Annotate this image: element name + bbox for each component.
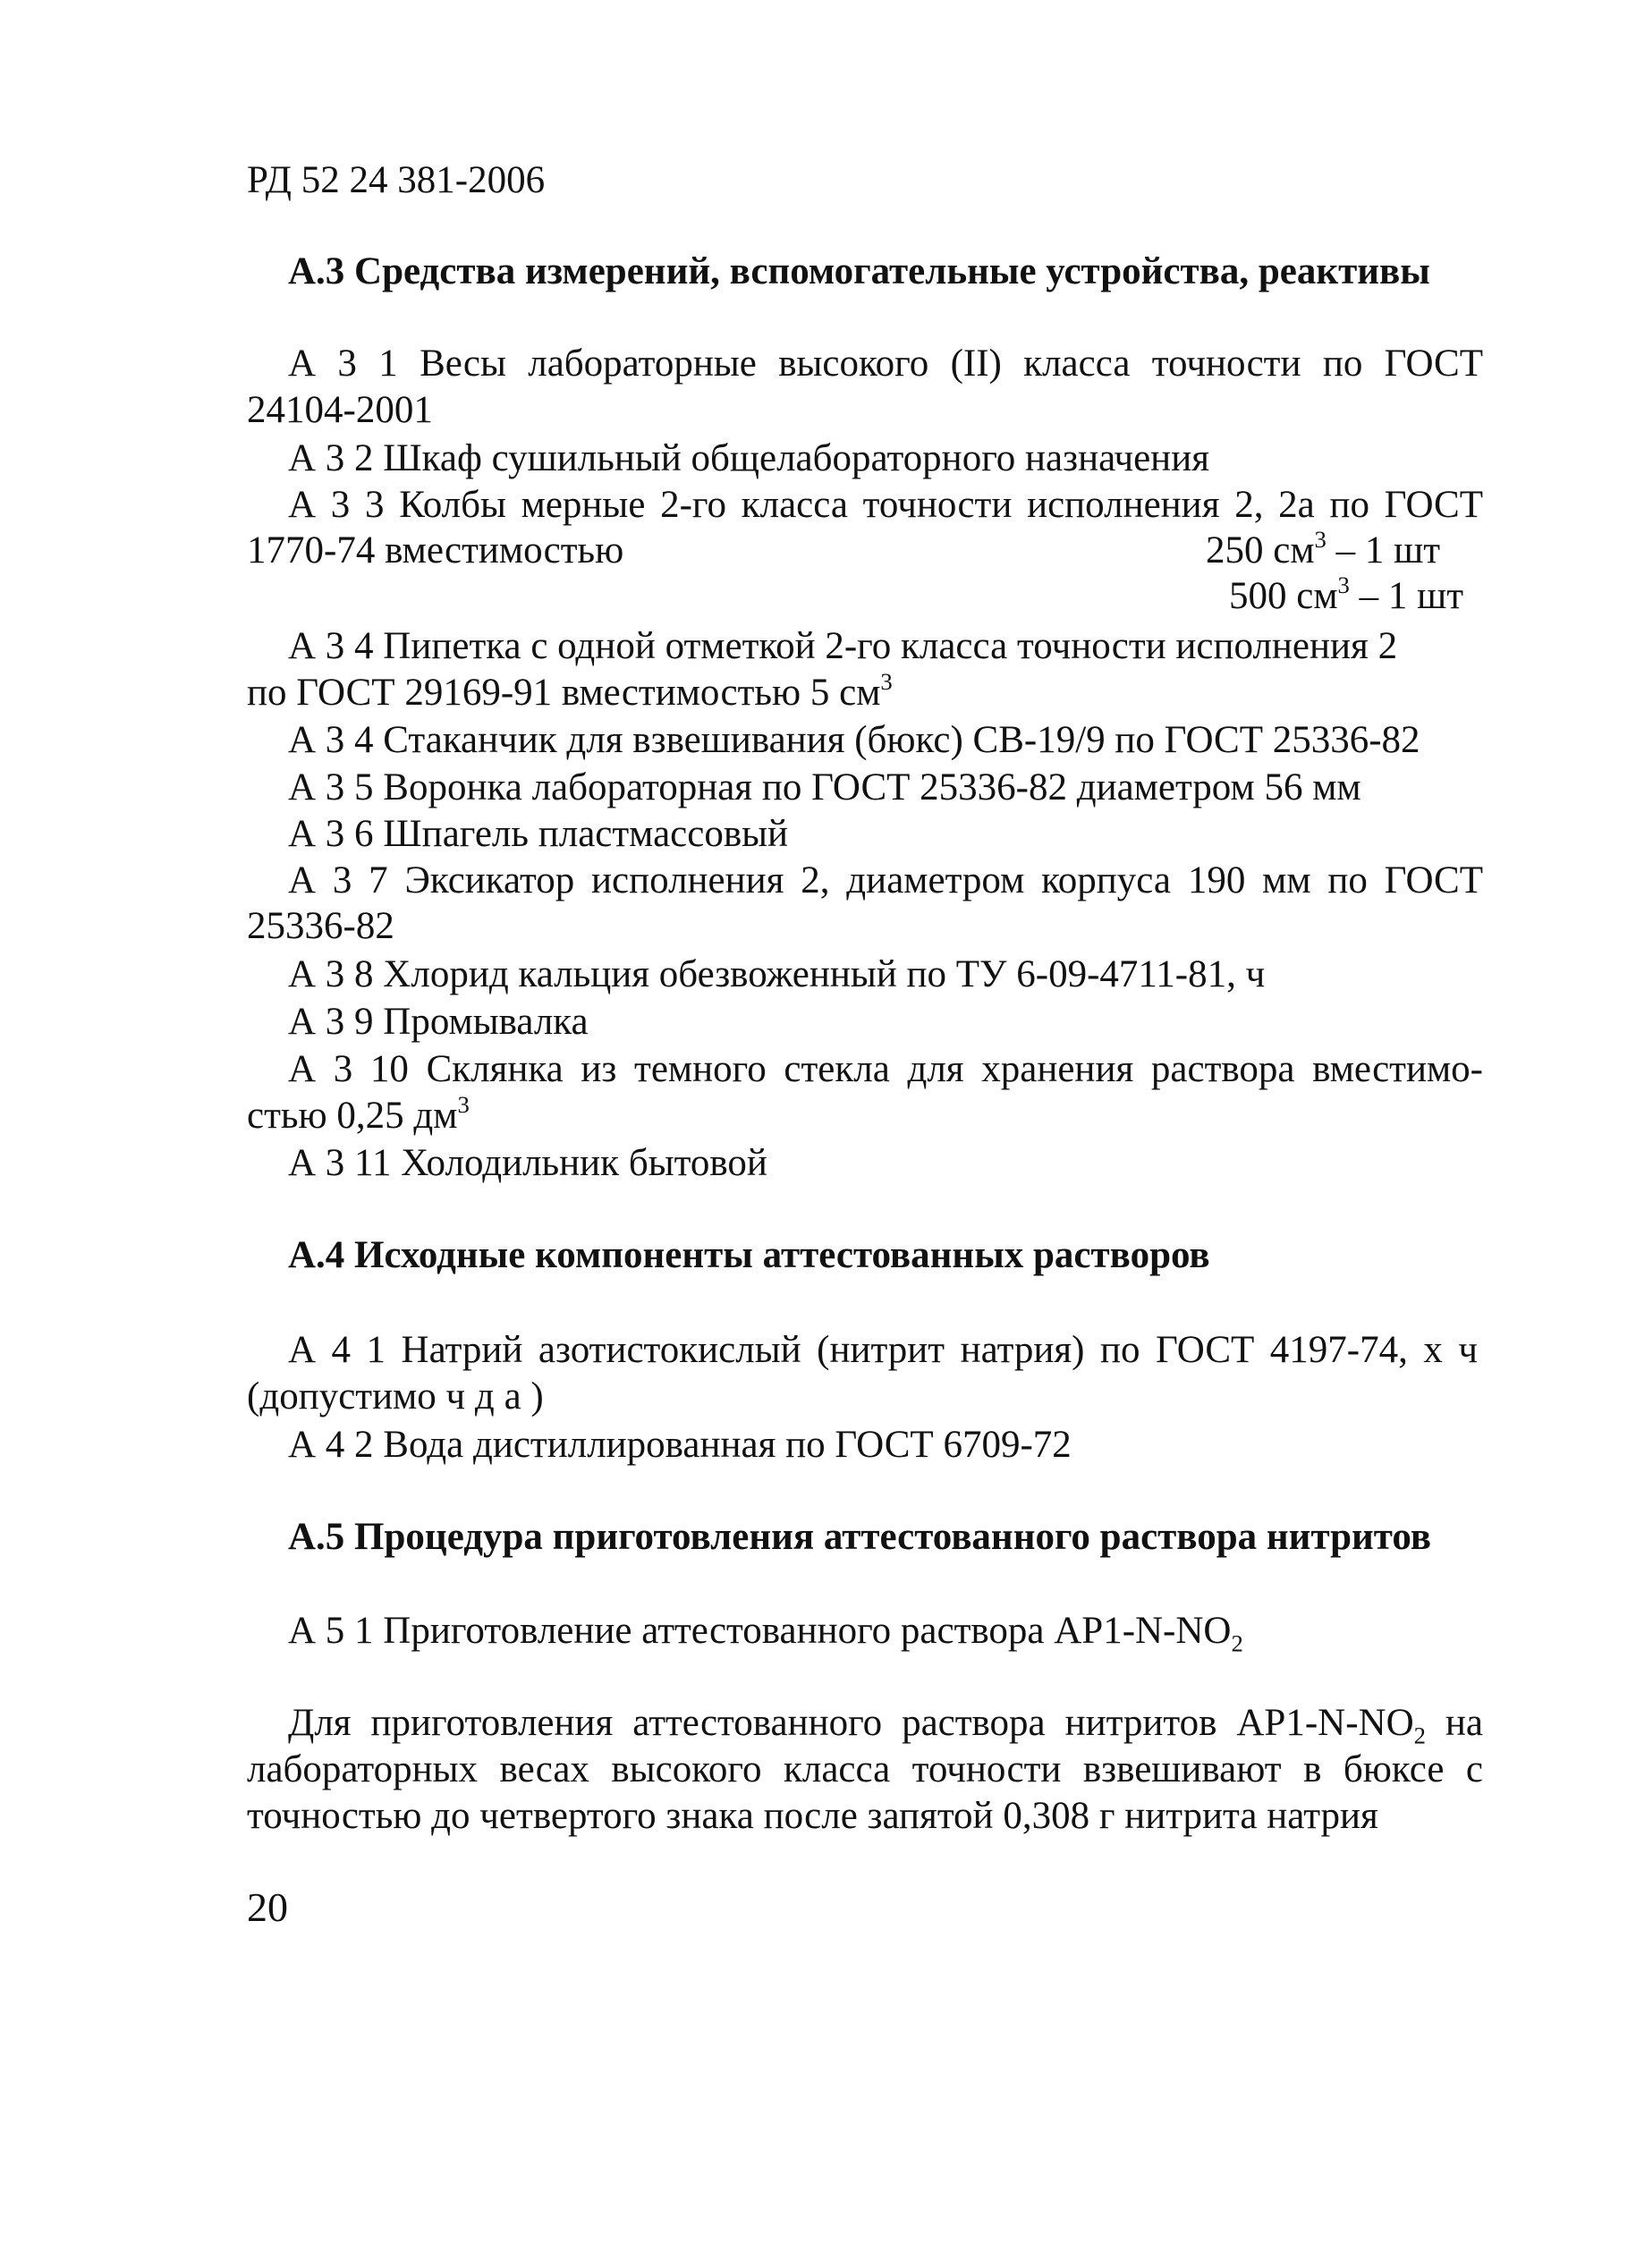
a3-item10-line2: стью 0,25 $дм^3$ (247, 1091, 470, 1137)
a3-item11: А 3 11 Холодильник бытовой (288, 1142, 767, 1184)
a3-item7-line1: А 3 7 Эксикатор исполнения 2, диаметром корпуса 190 мм по ГОСТ (288, 859, 1483, 901)
a3-item1-line1: А 3 1 Весы лабораторные высокого (II) класса точности по ГОСТ (288, 343, 1483, 385)
a3-item6: А 3 6 Шпагель пластмассовый (288, 813, 789, 855)
a5-paragraph-line2: лабораторных весах высокого класса точности взвешивают в бюксе с (247, 1748, 1483, 1790)
a3-item4a-line2: по ГОСТ 29169-91 вместимостью 5 $см^3$ (247, 668, 893, 714)
a3-item3-line1: А 3 3 Колбы мерные 2-го класса точности исполнения 2, 2а по ГОСТ (288, 484, 1483, 526)
a3-item1-line2: 24104-2001 (247, 389, 433, 431)
a5-item1: А 5 1 Приготовление аттестованного раствора $АР1-N-NO_2$ (288, 1610, 1243, 1657)
a5-paragraph-line3: точностью до четвертого знака после запятой 0,308 г нитрита натрия (247, 1795, 1378, 1837)
a5-paragraph-line1: Для приготовления аттестованного раствора нитритов $АР1-N-NO_2$ на (288, 1702, 1483, 1749)
a3-item8: А 3 8 Хлорид кальция обезвоженный по ТУ 6-09-4711-81, ч (288, 953, 1266, 995)
a4-item1-line2: (допустимо ч д а ) (247, 1375, 544, 1418)
a3-item2: А 3 2 Шкаф сушильный общелабораторного назначения (288, 437, 1209, 479)
page-number: 20 (247, 1884, 288, 1930)
section-a3-title: А.3 Средства измерений, вспомогательные устройства, реактивы (288, 250, 1430, 292)
a3-item4b: А 3 4 Стаканчик для взвешивания (бюкс) СВ-19/9 по ГОСТ 25336-82 (288, 719, 1420, 761)
a4-item2: А 4 2 Вода дистиллированная по ГОСТ 6709-72 (288, 1424, 1072, 1466)
a3-item5: А 3 5 Воронка лабораторная по ГОСТ 25336-82 диаметром 56 мм (288, 766, 1361, 808)
a3-item3-line2: 1770-74 вместимостью (247, 529, 624, 571)
a3-item3-volume-250: 250 $см^3 - 1$ шт (1206, 526, 1441, 571)
document-id: РД 52 24 381-2006 (247, 159, 546, 201)
section-a5-title: А.5 Процедура приготовления аттестованного раствора нитритов (288, 1516, 1431, 1558)
a3-item3-volume-500: 500 $см^3 - 1$ шт (1229, 571, 1464, 617)
a3-item9: А 3 9 Промывалка (288, 1001, 589, 1043)
a3-item4a-line1: А 3 4 Пипетка с одной отметкой 2-го класса точности исполнения 2 (288, 625, 1398, 667)
a3-item7-line2: 25336-82 (247, 905, 394, 947)
section-a4-title: А.4 Исходные компоненты аттестованных растворов (288, 1234, 1210, 1276)
a3-item10-line1: А 3 10 Склянка из темного стекла для хранения раствора вместимо- (288, 1048, 1483, 1090)
a4-item1-line1: А 4 1 Натрий азотистокислый (нитрит натрия) по ГОСТ 4197-74, х ч (288, 1329, 1478, 1371)
